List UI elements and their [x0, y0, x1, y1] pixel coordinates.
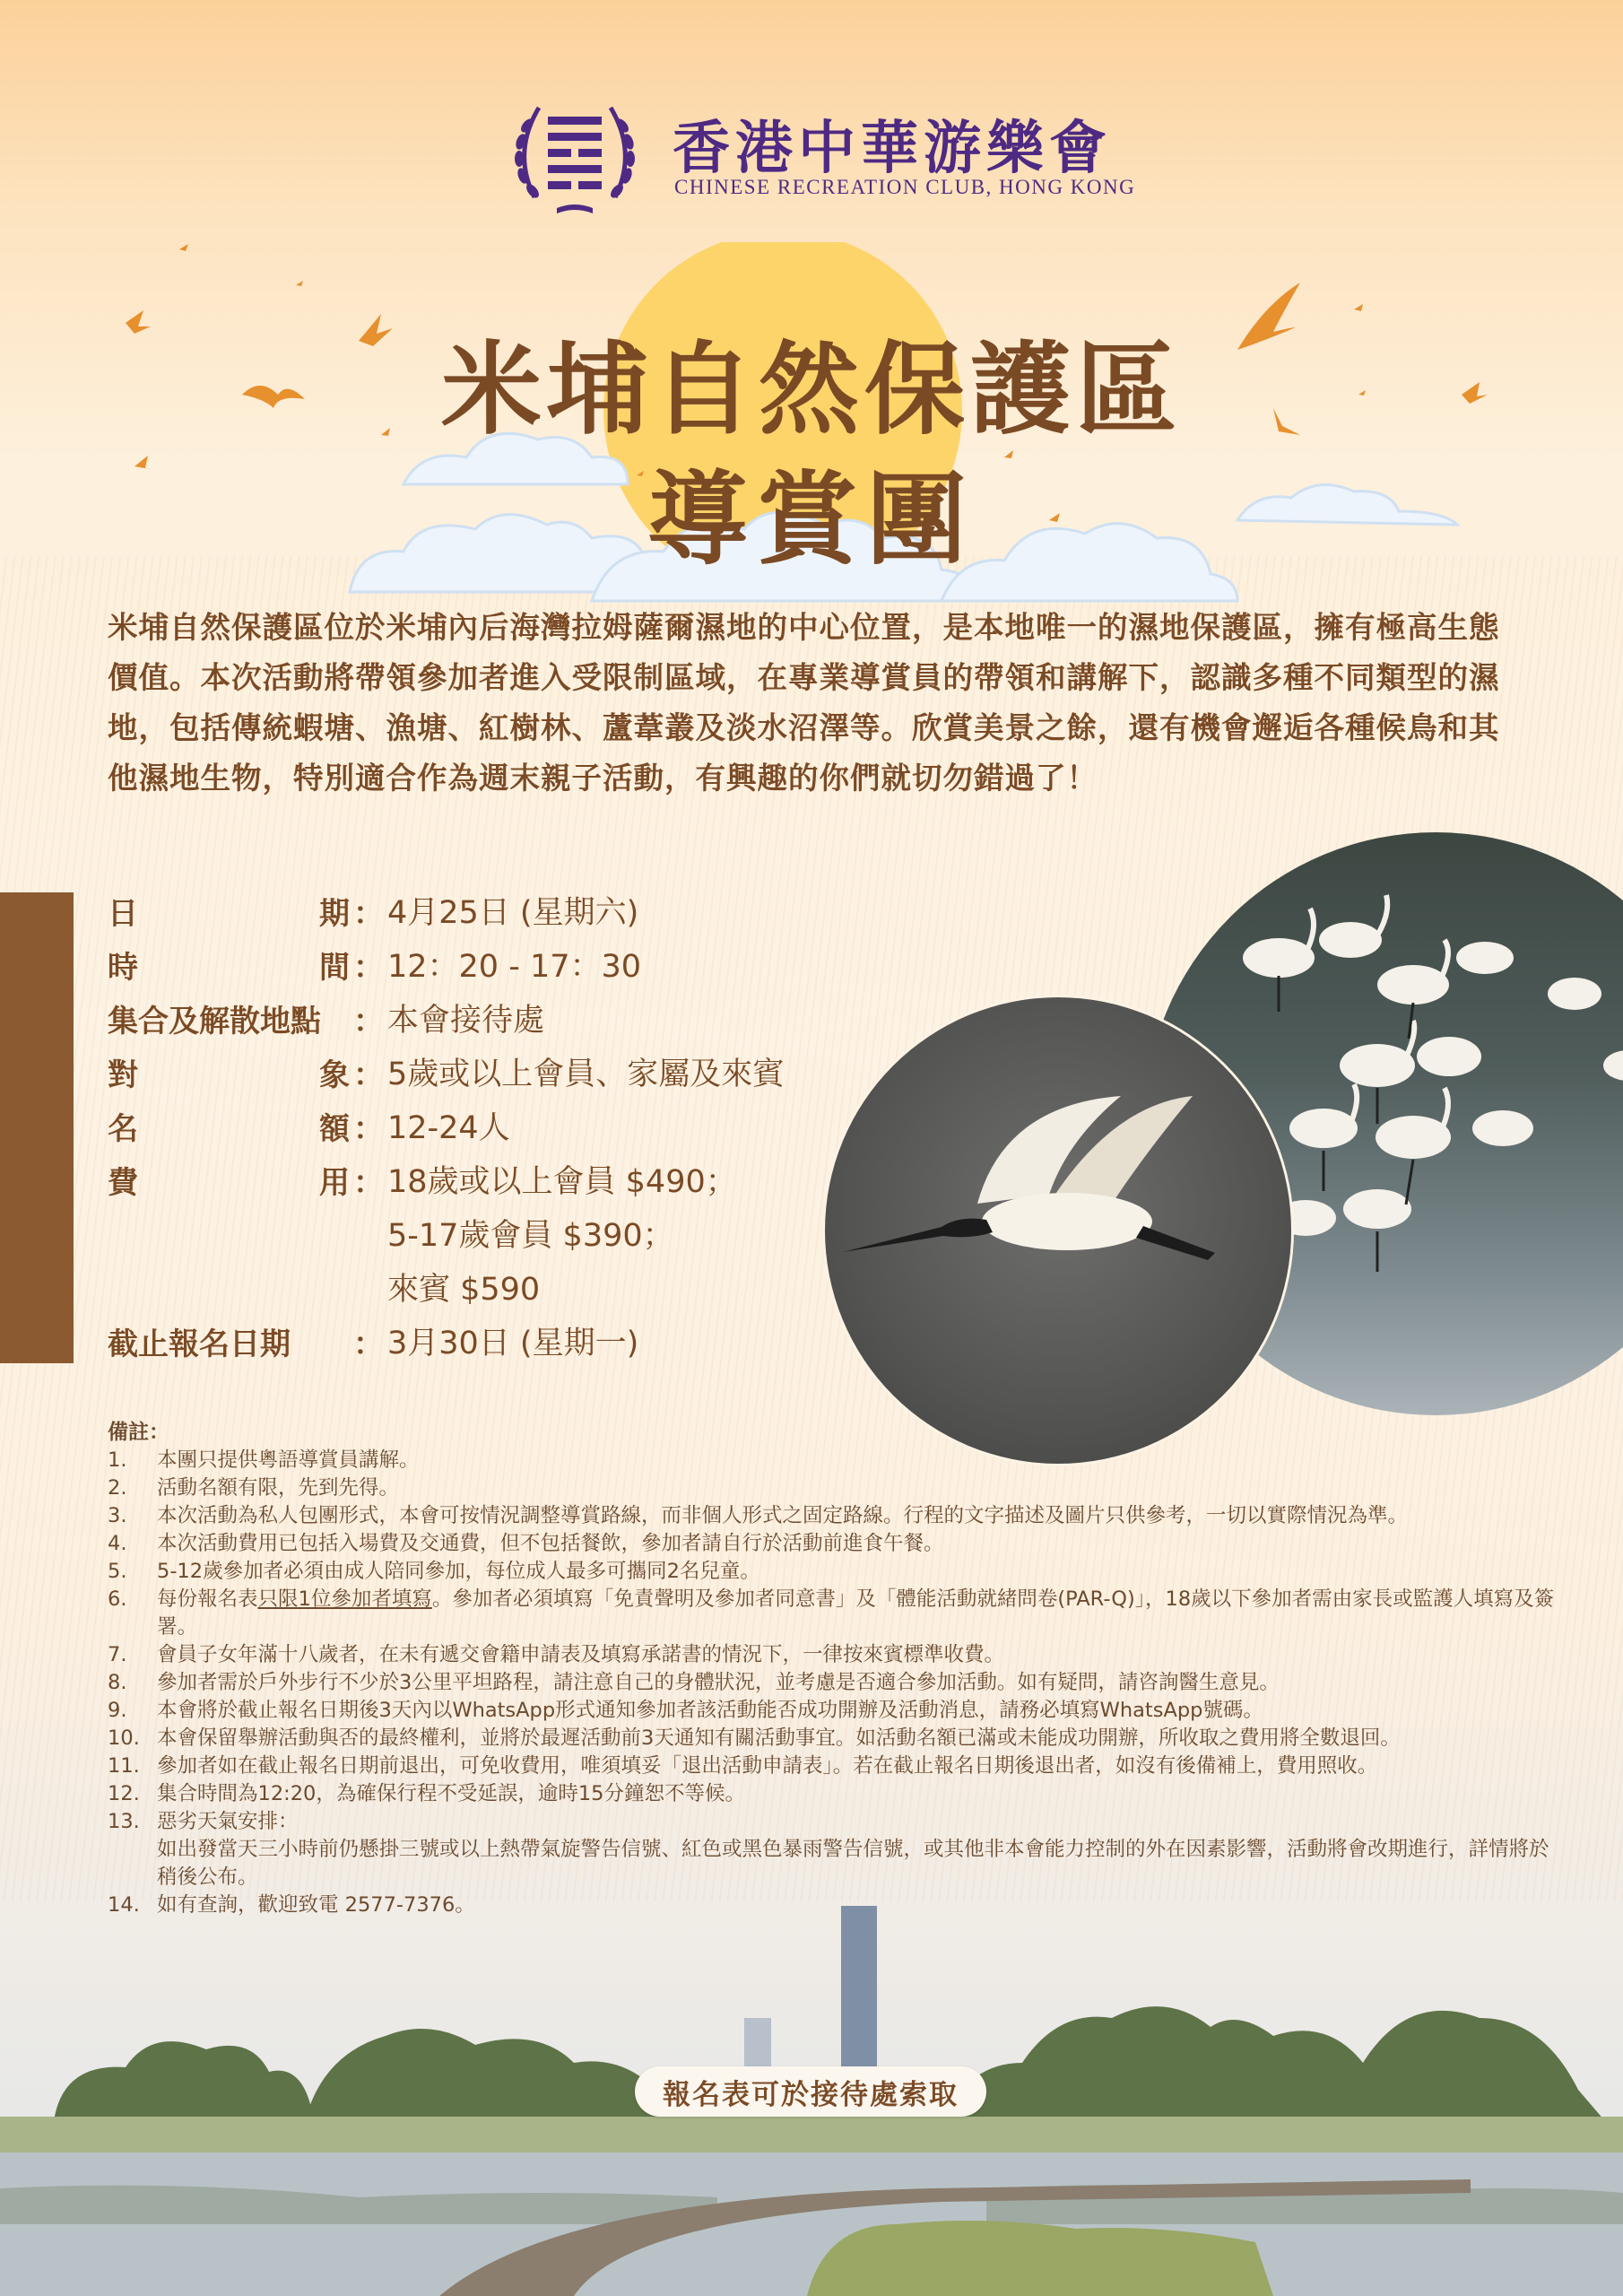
fee-value-member: 18歲或以上會員 $490； [387, 1164, 737, 1200]
notes-title: 備註： [108, 1421, 169, 1444]
title-line-2: 導賞團 [647, 461, 976, 578]
detail-quota: 名 額 ： 12-24人 [108, 1099, 843, 1152]
detail-deadline: 截止報名日期 ： 3月30日 (星期一) [108, 1314, 843, 1368]
laurel-emblem-icon [508, 90, 642, 217]
note-item: 11. 參加者如在截止報名日期前退出，可免收費用，唯須填妥「退出活動申請表」。若在截止報名日期後退出者，如沒有後備補上，費用照收。 [108, 1754, 1378, 1778]
note-item: 12. 集合時間為12:20，為確保行程不受延誤，逾時15分鐘恕不等候。 [108, 1782, 745, 1805]
date-value: 4月25日 (星期六) [387, 895, 639, 931]
title-line-1: 米埔自然保護區 [441, 331, 1182, 448]
club-logo [508, 86, 1136, 221]
notes-section [108, 1415, 1560, 1919]
note-item: 5. 5-12歲參加者必須由成人陪同參加，每位成人最多可攜同2名兒童。 [108, 1560, 760, 1583]
detail-time: 時 間 ： 12：20 - 17：30 [108, 937, 843, 991]
note-item: 3. 本次活動為私人包團形式，本會可按情況調整導賞路線，而非個人形式之固定路線。行程的文字描述及圖片只供參考，一切以實際情況為準。 [108, 1504, 1409, 1527]
detail-date: 日 期 ： 4月25日 (星期六) [108, 883, 843, 937]
detail-target: 對 象 ： 5歲或以上會員、家屬及來賓 [108, 1045, 843, 1099]
org-name-zh: 香港中華游樂會 [673, 115, 1112, 182]
note-item: 6. 每份報名表只限1位參加者填寫。參加者必須填寫「免責聲明及參加者同意書」及「體能活動就緒問卷(PAR-Q)」，18歲以下參加者需由家長或監護人填寫及簽署。 [108, 1587, 1555, 1639]
detail-meeting-point: 集合及解散地點 ： 本會接待處 [108, 991, 843, 1045]
fee-value-junior: 5-17歲會員 $390； [387, 1218, 674, 1254]
time-value: 12：20 - 17：30 [387, 949, 642, 985]
note-item: 13. 惡劣天氣安排： 如出發當天三小時前仍懸掛三號或以上熱帶氣旋警告信號、紅色或黑色暴雨警告信號，或其他非本會能力控制的外在因素影響，活動將會改期進行，詳情將於稍後公布。 [108, 1810, 1549, 1889]
side-accent-bar [0, 892, 74, 1363]
note-item: 10. 本會保留舉辦活動與否的最終權利，並將於最遲活動前3天通知有關活動事宜。如活動名額已滿或未能成功開辦，所收取之費用將全數退回。 [108, 1726, 1401, 1750]
event-details [108, 883, 843, 1368]
note-item: 2. 活動名額有限，先到先得。 [108, 1476, 400, 1500]
meeting-value: 本會接待處 [387, 1003, 545, 1039]
quota-value: 12-24人 [387, 1110, 510, 1146]
note-item: 14. 如有查詢，歡迎致電 2577-7376。 [108, 1893, 475, 1917]
fee-value-guest: 來賓 $590 [387, 1272, 541, 1308]
detail-fee-cont-2 [108, 1260, 843, 1314]
detail-fee: 費 用 ： 18歲或以上會員 $490； [108, 1152, 843, 1206]
note-item: 8. 參加者需於戶外步行不少於3公里平坦路程，請注意自己的身體狀況，並考慮是否適合參加活動。如有疑問，請咨詢醫生意見。 [108, 1671, 1280, 1694]
spoonbill-photo [825, 997, 1291, 1464]
underlined-note-text: 只限1位參加者填寫 [257, 1587, 432, 1611]
black-faced-spoonbill-icon [825, 997, 1291, 1464]
intro-paragraph: 米埔自然保護區位於米埔內后海灣拉姆薩爾濕地的中心位置，是本地唯一的濕地保護區，擁有極高生態價值。本次活動將帶領參加者進入受限制區域，在專業導賞員的帶領和講解下，認識多種不同類型的濕地，包括傳統蝦塘、漁塘、紅樹林、蘆葦叢及淡水沼澤等。欣賞美景之餘，還有機會邂逅各種候鳥和其他濕地生物，特別適合作為週末親子活動，有興趣的你們就切勿錯過了！ [108, 610, 1500, 796]
org-name-en: CHINESE RECREATION CLUB, HONG KONG [674, 176, 1136, 198]
detail-fee-cont-1 [108, 1206, 843, 1260]
note-item: 4. 本次活動費用已包括入場費及交通費，但不包括餐飲，參加者請自行於活動前進食午餐。 [108, 1532, 944, 1555]
note-item: 9. 本會將於截止報名日期後3天內以WhatsApp形式通知參加者該活動能否成功開辦及活動消息，請務必填寫WhatsApp號碼。 [108, 1699, 1263, 1722]
deadline-value: 3月30日 (星期一) [387, 1326, 639, 1361]
note-item: 1. 本團只提供粵語導賞員講解。 [108, 1448, 420, 1472]
target-value: 5歲或以上會員、家屬及來賓 [387, 1057, 785, 1092]
registration-form-pill: 報名表可於接待處索取 [635, 2066, 986, 2117]
note-item: 7. 會員子女年滿十八歲者，在未有遞交會籍申請表及填寫承諾書的情況下，一律按來賓標準收費。 [108, 1643, 1005, 1666]
